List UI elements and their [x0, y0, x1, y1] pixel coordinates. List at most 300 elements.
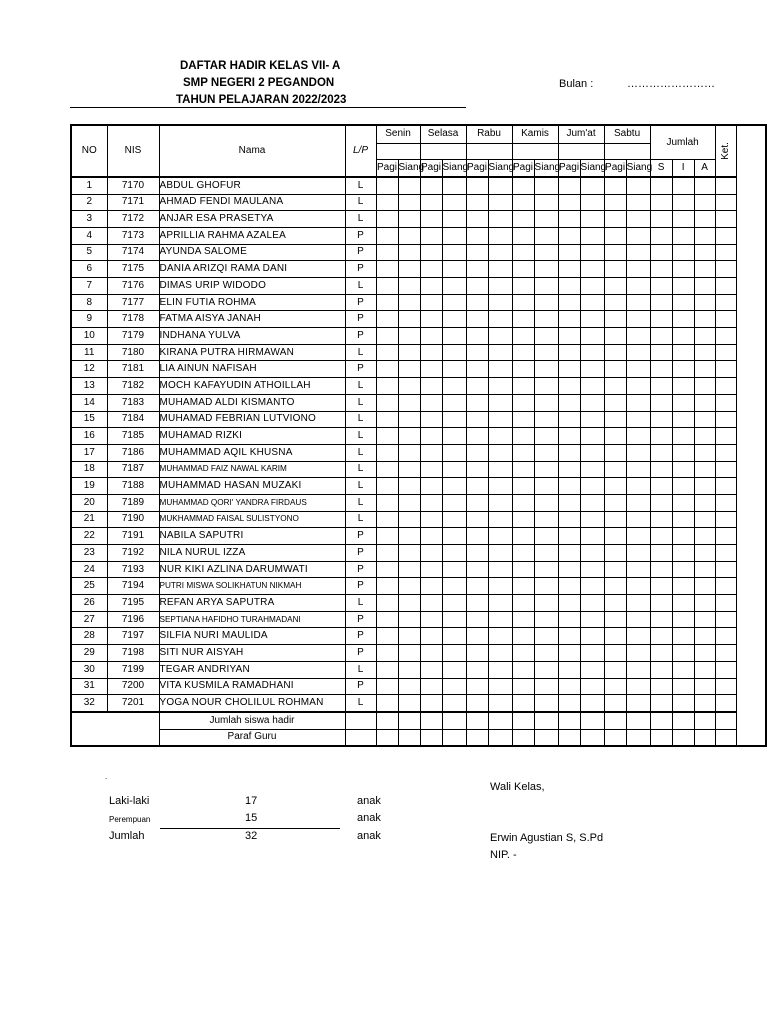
attendance-cell[interactable] [604, 294, 626, 311]
total-cell[interactable] [650, 361, 672, 378]
attendance-cell[interactable] [488, 361, 512, 378]
total-cell[interactable] [694, 378, 715, 395]
attendance-cell[interactable] [580, 578, 604, 595]
ket-cell[interactable] [715, 294, 736, 311]
attendance-cell[interactable] [534, 311, 558, 328]
present-total-cell[interactable] [580, 712, 604, 729]
total-cell[interactable] [650, 444, 672, 461]
total-cell[interactable] [694, 661, 715, 678]
attendance-cell[interactable] [376, 378, 398, 395]
attendance-cell[interactable] [580, 545, 604, 562]
attendance-cell[interactable] [558, 244, 580, 261]
attendance-cell[interactable] [626, 227, 650, 244]
attendance-cell[interactable] [534, 561, 558, 578]
attendance-cell[interactable] [466, 328, 488, 345]
present-total-cell[interactable] [442, 712, 466, 729]
attendance-cell[interactable] [626, 244, 650, 261]
attendance-cell[interactable] [604, 444, 626, 461]
attendance-cell[interactable] [442, 211, 466, 228]
teacher-sign-cell[interactable] [534, 729, 558, 746]
total-cell[interactable] [694, 244, 715, 261]
total-cell[interactable] [650, 177, 672, 194]
attendance-cell[interactable] [604, 361, 626, 378]
total-cell[interactable] [694, 344, 715, 361]
attendance-cell[interactable] [442, 294, 466, 311]
attendance-cell[interactable] [442, 194, 466, 211]
attendance-cell[interactable] [398, 227, 420, 244]
attendance-cell[interactable] [558, 494, 580, 511]
attendance-cell[interactable] [442, 645, 466, 662]
attendance-cell[interactable] [626, 611, 650, 628]
attendance-cell[interactable] [534, 361, 558, 378]
attendance-cell[interactable] [604, 494, 626, 511]
attendance-cell[interactable] [466, 311, 488, 328]
attendance-cell[interactable] [442, 378, 466, 395]
attendance-cell[interactable] [534, 261, 558, 278]
total-cell[interactable] [672, 278, 694, 295]
attendance-cell[interactable] [626, 361, 650, 378]
attendance-cell[interactable] [398, 361, 420, 378]
attendance-cell[interactable] [580, 194, 604, 211]
attendance-cell[interactable] [626, 595, 650, 612]
attendance-cell[interactable] [466, 478, 488, 495]
attendance-cell[interactable] [512, 645, 534, 662]
present-total-cell[interactable] [672, 712, 694, 729]
ket-cell[interactable] [715, 444, 736, 461]
attendance-cell[interactable] [512, 227, 534, 244]
attendance-cell[interactable] [420, 678, 442, 695]
attendance-cell[interactable] [488, 528, 512, 545]
total-cell[interactable] [672, 528, 694, 545]
attendance-cell[interactable] [488, 478, 512, 495]
attendance-cell[interactable] [398, 177, 420, 194]
attendance-cell[interactable] [512, 361, 534, 378]
total-cell[interactable] [672, 545, 694, 562]
attendance-cell[interactable] [626, 528, 650, 545]
attendance-cell[interactable] [420, 428, 442, 445]
attendance-cell[interactable] [466, 294, 488, 311]
attendance-cell[interactable] [420, 528, 442, 545]
attendance-cell[interactable] [466, 645, 488, 662]
attendance-cell[interactable] [420, 328, 442, 345]
attendance-cell[interactable] [420, 244, 442, 261]
attendance-cell[interactable] [488, 394, 512, 411]
attendance-cell[interactable] [376, 278, 398, 295]
attendance-cell[interactable] [534, 461, 558, 478]
attendance-cell[interactable] [442, 678, 466, 695]
attendance-cell[interactable] [558, 328, 580, 345]
teacher-sign-cell[interactable] [672, 729, 694, 746]
present-total-cell[interactable] [650, 712, 672, 729]
total-cell[interactable] [650, 661, 672, 678]
attendance-cell[interactable] [626, 661, 650, 678]
attendance-cell[interactable] [558, 461, 580, 478]
attendance-cell[interactable] [604, 411, 626, 428]
attendance-cell[interactable] [558, 227, 580, 244]
attendance-cell[interactable] [604, 394, 626, 411]
attendance-cell[interactable] [626, 678, 650, 695]
attendance-cell[interactable] [626, 645, 650, 662]
attendance-cell[interactable] [534, 611, 558, 628]
attendance-cell[interactable] [442, 595, 466, 612]
teacher-sign-cell[interactable] [694, 729, 715, 746]
total-cell[interactable] [694, 678, 715, 695]
total-cell[interactable] [650, 311, 672, 328]
present-total-cell[interactable] [626, 712, 650, 729]
present-total-cell[interactable] [694, 712, 715, 729]
attendance-cell[interactable] [488, 194, 512, 211]
total-cell[interactable] [672, 561, 694, 578]
present-total-cell[interactable] [534, 712, 558, 729]
attendance-cell[interactable] [420, 294, 442, 311]
attendance-cell[interactable] [376, 645, 398, 662]
total-cell[interactable] [672, 311, 694, 328]
attendance-cell[interactable] [626, 428, 650, 445]
attendance-cell[interactable] [442, 311, 466, 328]
attendance-cell[interactable] [488, 328, 512, 345]
attendance-cell[interactable] [580, 444, 604, 461]
attendance-cell[interactable] [534, 177, 558, 194]
attendance-cell[interactable] [626, 294, 650, 311]
total-cell[interactable] [694, 278, 715, 295]
total-cell[interactable] [672, 645, 694, 662]
attendance-cell[interactable] [604, 328, 626, 345]
total-cell[interactable] [694, 695, 715, 712]
attendance-cell[interactable] [442, 444, 466, 461]
attendance-cell[interactable] [558, 578, 580, 595]
attendance-cell[interactable] [558, 211, 580, 228]
attendance-cell[interactable] [558, 194, 580, 211]
attendance-cell[interactable] [466, 678, 488, 695]
attendance-cell[interactable] [534, 695, 558, 712]
attendance-cell[interactable] [398, 678, 420, 695]
total-cell[interactable] [694, 428, 715, 445]
attendance-cell[interactable] [442, 494, 466, 511]
attendance-cell[interactable] [512, 444, 534, 461]
attendance-cell[interactable] [558, 311, 580, 328]
attendance-cell[interactable] [376, 361, 398, 378]
total-cell[interactable] [694, 328, 715, 345]
total-cell[interactable] [672, 494, 694, 511]
total-cell[interactable] [694, 511, 715, 528]
attendance-cell[interactable] [488, 244, 512, 261]
attendance-cell[interactable] [376, 661, 398, 678]
attendance-cell[interactable] [488, 177, 512, 194]
total-cell[interactable] [650, 461, 672, 478]
attendance-cell[interactable] [558, 511, 580, 528]
attendance-cell[interactable] [626, 545, 650, 562]
attendance-cell[interactable] [376, 194, 398, 211]
attendance-cell[interactable] [604, 311, 626, 328]
attendance-cell[interactable] [488, 561, 512, 578]
attendance-cell[interactable] [442, 361, 466, 378]
attendance-cell[interactable] [466, 411, 488, 428]
total-cell[interactable] [694, 177, 715, 194]
ket-cell[interactable] [715, 194, 736, 211]
ket-cell[interactable] [715, 494, 736, 511]
attendance-cell[interactable] [398, 595, 420, 612]
attendance-cell[interactable] [580, 244, 604, 261]
ket-cell[interactable] [715, 211, 736, 228]
attendance-cell[interactable] [558, 294, 580, 311]
attendance-cell[interactable] [466, 194, 488, 211]
attendance-cell[interactable] [442, 478, 466, 495]
total-cell[interactable] [694, 261, 715, 278]
attendance-cell[interactable] [398, 411, 420, 428]
attendance-cell[interactable] [580, 328, 604, 345]
present-total-cell[interactable] [604, 712, 626, 729]
attendance-cell[interactable] [558, 678, 580, 695]
attendance-cell[interactable] [512, 611, 534, 628]
total-cell[interactable] [694, 294, 715, 311]
attendance-cell[interactable] [512, 194, 534, 211]
total-cell[interactable] [672, 261, 694, 278]
attendance-cell[interactable] [488, 211, 512, 228]
ket-cell[interactable] [715, 478, 736, 495]
attendance-cell[interactable] [512, 428, 534, 445]
attendance-cell[interactable] [580, 511, 604, 528]
teacher-sign-cell[interactable] [604, 729, 626, 746]
total-cell[interactable] [694, 194, 715, 211]
attendance-cell[interactable] [420, 511, 442, 528]
attendance-cell[interactable] [420, 261, 442, 278]
attendance-cell[interactable] [512, 328, 534, 345]
attendance-cell[interactable] [376, 428, 398, 445]
attendance-cell[interactable] [488, 645, 512, 662]
teacher-sign-cell[interactable] [580, 729, 604, 746]
ket-cell[interactable] [715, 411, 736, 428]
attendance-cell[interactable] [466, 278, 488, 295]
total-cell[interactable] [694, 211, 715, 228]
attendance-cell[interactable] [604, 628, 626, 645]
attendance-cell[interactable] [420, 478, 442, 495]
attendance-cell[interactable] [376, 478, 398, 495]
total-cell[interactable] [672, 511, 694, 528]
ket-cell[interactable] [715, 394, 736, 411]
attendance-cell[interactable] [626, 578, 650, 595]
attendance-cell[interactable] [466, 628, 488, 645]
attendance-cell[interactable] [398, 645, 420, 662]
ket-cell[interactable] [715, 528, 736, 545]
attendance-cell[interactable] [466, 261, 488, 278]
attendance-cell[interactable] [488, 545, 512, 562]
attendance-cell[interactable] [488, 578, 512, 595]
attendance-cell[interactable] [512, 595, 534, 612]
present-total-cell[interactable] [345, 712, 376, 729]
attendance-cell[interactable] [398, 528, 420, 545]
attendance-cell[interactable] [376, 528, 398, 545]
attendance-cell[interactable] [420, 194, 442, 211]
attendance-cell[interactable] [604, 461, 626, 478]
attendance-cell[interactable] [558, 378, 580, 395]
attendance-cell[interactable] [626, 561, 650, 578]
attendance-cell[interactable] [512, 344, 534, 361]
attendance-cell[interactable] [534, 678, 558, 695]
attendance-cell[interactable] [580, 428, 604, 445]
attendance-cell[interactable] [488, 227, 512, 244]
attendance-cell[interactable] [580, 311, 604, 328]
attendance-cell[interactable] [376, 311, 398, 328]
teacher-sign-cell[interactable] [512, 729, 534, 746]
teacher-sign-cell[interactable] [345, 729, 376, 746]
attendance-cell[interactable] [442, 227, 466, 244]
attendance-cell[interactable] [626, 494, 650, 511]
attendance-cell[interactable] [466, 561, 488, 578]
attendance-cell[interactable] [488, 461, 512, 478]
total-cell[interactable] [650, 611, 672, 628]
attendance-cell[interactable] [626, 444, 650, 461]
attendance-cell[interactable] [512, 561, 534, 578]
attendance-cell[interactable] [420, 378, 442, 395]
ket-cell[interactable] [715, 177, 736, 194]
attendance-cell[interactable] [580, 528, 604, 545]
attendance-cell[interactable] [398, 611, 420, 628]
attendance-cell[interactable] [466, 227, 488, 244]
ket-cell[interactable] [715, 311, 736, 328]
attendance-cell[interactable] [558, 428, 580, 445]
ket-cell[interactable] [715, 361, 736, 378]
attendance-cell[interactable] [626, 411, 650, 428]
ket-cell[interactable] [715, 578, 736, 595]
attendance-cell[interactable] [512, 261, 534, 278]
total-cell[interactable] [672, 244, 694, 261]
ket-cell[interactable] [715, 461, 736, 478]
attendance-cell[interactable] [398, 511, 420, 528]
attendance-cell[interactable] [534, 278, 558, 295]
attendance-cell[interactable] [466, 177, 488, 194]
attendance-cell[interactable] [604, 645, 626, 662]
present-total-cell[interactable] [376, 712, 398, 729]
attendance-cell[interactable] [604, 428, 626, 445]
total-cell[interactable] [672, 444, 694, 461]
attendance-cell[interactable] [558, 344, 580, 361]
total-cell[interactable] [650, 294, 672, 311]
attendance-cell[interactable] [580, 411, 604, 428]
attendance-cell[interactable] [580, 378, 604, 395]
attendance-cell[interactable] [580, 211, 604, 228]
attendance-cell[interactable] [398, 311, 420, 328]
teacher-sign-cell[interactable] [488, 729, 512, 746]
attendance-cell[interactable] [398, 545, 420, 562]
attendance-cell[interactable] [580, 361, 604, 378]
attendance-cell[interactable] [534, 411, 558, 428]
attendance-cell[interactable] [488, 344, 512, 361]
attendance-cell[interactable] [512, 678, 534, 695]
attendance-cell[interactable] [376, 695, 398, 712]
total-cell[interactable] [672, 611, 694, 628]
attendance-cell[interactable] [398, 494, 420, 511]
attendance-cell[interactable] [512, 695, 534, 712]
ket-cell[interactable] [715, 545, 736, 562]
total-cell[interactable] [694, 227, 715, 244]
attendance-cell[interactable] [488, 411, 512, 428]
attendance-cell[interactable] [512, 278, 534, 295]
total-cell[interactable] [650, 428, 672, 445]
attendance-cell[interactable] [376, 511, 398, 528]
total-cell[interactable] [672, 695, 694, 712]
attendance-cell[interactable] [558, 478, 580, 495]
attendance-cell[interactable] [420, 695, 442, 712]
attendance-cell[interactable] [512, 628, 534, 645]
teacher-sign-cell[interactable] [420, 729, 442, 746]
ket-cell[interactable] [715, 428, 736, 445]
attendance-cell[interactable] [420, 311, 442, 328]
attendance-cell[interactable] [558, 177, 580, 194]
attendance-cell[interactable] [420, 545, 442, 562]
total-cell[interactable] [650, 678, 672, 695]
ket-cell[interactable] [715, 661, 736, 678]
total-cell[interactable] [694, 478, 715, 495]
attendance-cell[interactable] [420, 278, 442, 295]
teacher-sign-cell[interactable] [715, 729, 736, 746]
attendance-cell[interactable] [604, 611, 626, 628]
attendance-cell[interactable] [442, 278, 466, 295]
attendance-cell[interactable] [398, 561, 420, 578]
total-cell[interactable] [650, 378, 672, 395]
attendance-cell[interactable] [376, 628, 398, 645]
attendance-cell[interactable] [442, 661, 466, 678]
total-cell[interactable] [650, 528, 672, 545]
attendance-cell[interactable] [558, 611, 580, 628]
teacher-sign-cell[interactable] [376, 729, 398, 746]
total-cell[interactable] [694, 494, 715, 511]
attendance-cell[interactable] [442, 177, 466, 194]
total-cell[interactable] [650, 261, 672, 278]
attendance-cell[interactable] [442, 261, 466, 278]
total-cell[interactable] [672, 678, 694, 695]
attendance-cell[interactable] [534, 294, 558, 311]
ket-cell[interactable] [715, 628, 736, 645]
attendance-cell[interactable] [488, 261, 512, 278]
attendance-cell[interactable] [398, 628, 420, 645]
attendance-cell[interactable] [512, 311, 534, 328]
attendance-cell[interactable] [534, 244, 558, 261]
attendance-cell[interactable] [488, 311, 512, 328]
attendance-cell[interactable] [626, 177, 650, 194]
attendance-cell[interactable] [626, 394, 650, 411]
attendance-cell[interactable] [398, 278, 420, 295]
attendance-cell[interactable] [466, 611, 488, 628]
total-cell[interactable] [694, 545, 715, 562]
total-cell[interactable] [694, 645, 715, 662]
attendance-cell[interactable] [466, 394, 488, 411]
attendance-cell[interactable] [580, 561, 604, 578]
attendance-cell[interactable] [580, 461, 604, 478]
attendance-cell[interactable] [512, 545, 534, 562]
attendance-cell[interactable] [466, 461, 488, 478]
total-cell[interactable] [672, 411, 694, 428]
total-cell[interactable] [672, 211, 694, 228]
total-cell[interactable] [650, 695, 672, 712]
attendance-cell[interactable] [534, 227, 558, 244]
attendance-cell[interactable] [398, 194, 420, 211]
attendance-cell[interactable] [604, 695, 626, 712]
attendance-cell[interactable] [580, 478, 604, 495]
attendance-cell[interactable] [398, 578, 420, 595]
total-cell[interactable] [650, 328, 672, 345]
attendance-cell[interactable] [604, 227, 626, 244]
attendance-cell[interactable] [534, 578, 558, 595]
ket-cell[interactable] [715, 678, 736, 695]
attendance-cell[interactable] [626, 311, 650, 328]
attendance-cell[interactable] [580, 261, 604, 278]
ket-cell[interactable] [715, 511, 736, 528]
attendance-cell[interactable] [442, 394, 466, 411]
attendance-cell[interactable] [376, 678, 398, 695]
attendance-cell[interactable] [512, 211, 534, 228]
attendance-cell[interactable] [604, 511, 626, 528]
attendance-cell[interactable] [512, 494, 534, 511]
